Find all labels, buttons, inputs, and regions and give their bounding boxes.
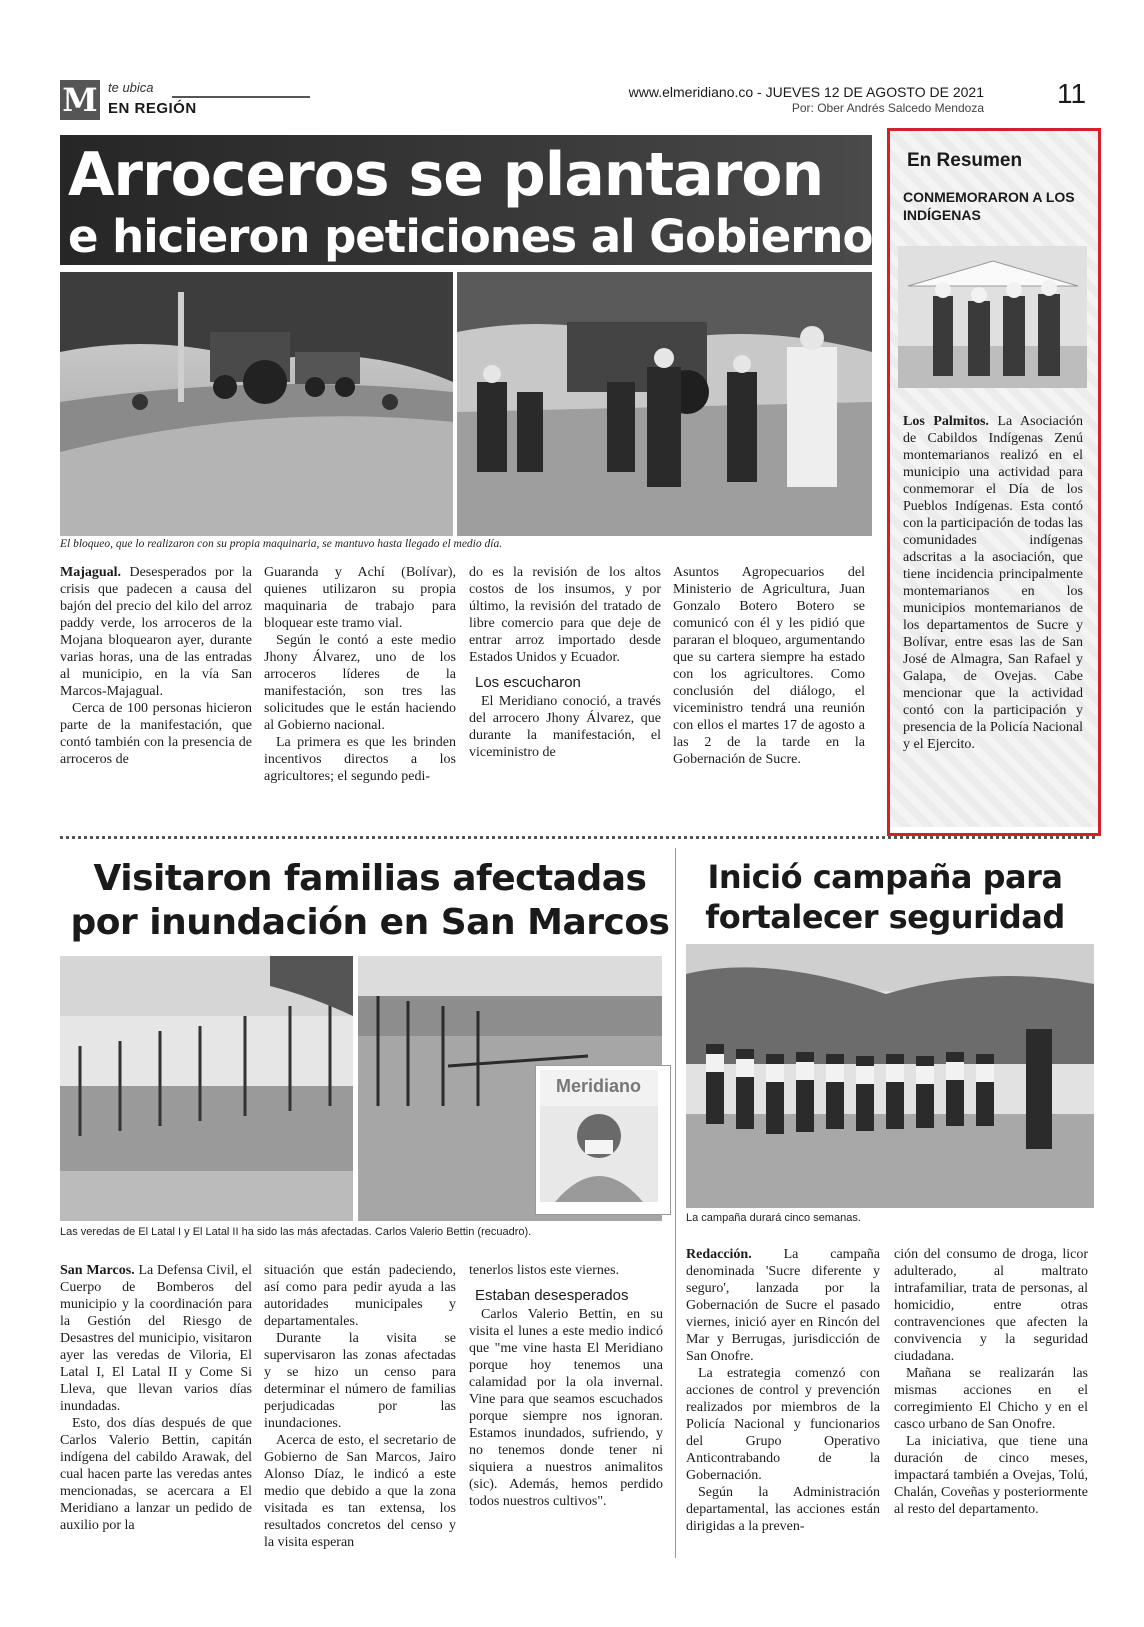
arroceros-paragraph-7: El Meridiano conoció, a través del arrocero Jhony Álvarez, que durante la manifestación, el viceministro de [469, 694, 661, 760]
arroceros-column-2 [264, 564, 456, 785]
seguridad-paragraph-5: Mañana se realizarán las mismas acciones en el corregimiento El Chicho y en el casco urbano de San Onofre. [894, 1366, 1088, 1432]
arroceros-paragraph-2: Cerca de 100 personas hicieron parte de la manifestación, que contó también con la presencia de arroceros de [60, 701, 252, 767]
headline-seguridad: Inició campaña para fortalecer seguridad [705, 858, 1065, 936]
page-number: 11 [1057, 78, 1087, 109]
seguridad-paragraph-3: Según la Administración departamental, las acciones están dirigidas a la preven- [686, 1485, 880, 1534]
seguridad-paragraph-1: La campaña denominada 'Sucre diferente y seguro', lanzada por la Gobernación de Sucre el pasado viernes, inició ayer en Rincón del Mar y Berrugas, jurisdicción de San Onofre. [686, 1247, 880, 1364]
sidebar-subtitle: CONMEMORARON A LOS INDÍGENAS [903, 189, 1075, 223]
dateline-majagual: Majagual. [60, 565, 122, 580]
column-divider [675, 848, 676, 1558]
inundacion-paragraph-3: situación que están padeciendo, así como para pedir ayuda a las autoridades municipales y departamentales. [264, 1263, 456, 1329]
arroceros-column-3 [469, 564, 661, 761]
photo-tractors-road-image [60, 272, 453, 536]
inundacion-column-3 [469, 1262, 663, 1510]
photo-tractors-road [60, 272, 453, 536]
dateline-redaccion: Redacción. [686, 1247, 752, 1262]
subhead-los-escucharon: Los escucharon [475, 674, 581, 691]
inundacion-paragraph-6: tenerlos listos este viernes. [469, 1263, 620, 1278]
photo-protesters [457, 272, 872, 536]
inset-logo-text: Meridiano [556, 1076, 642, 1096]
inundacion-paragraph-1: La Defensa Civil, el Cuerpo de Bomberos del municipio y la coordinación para la Gestión del Riesgo de Desastres del municipio, visitaron ayer las veredas de Viloria, El Latal I, El Latal II y Come Si Lleva, que llevan varios días inundadas. [60, 1263, 252, 1414]
seguridad-column-2 [894, 1246, 1088, 1518]
seguridad-paragraph-2: La estrategia comenzó con acciones de control y prevención realizados por miembros de la Policía Nacional y funcionarios del Grupo Operativo Anticontrabando de la Gobernación. [686, 1366, 880, 1483]
arroceros-paragraph-4: Según le contó a este medio Jhony Álvarez, uno de los arroceros líderes de la manifestación, son tres las solicitudes que le están haciendo al Gobierno nacional. [264, 633, 456, 733]
headline-arroceros-line2: e hicieron peticiones al Gobierno [68, 210, 873, 263]
seguridad-paragraph-6: La iniciativa, que tiene una duración de cinco meses, impactará también a Ovejas, Tolú, Chalán, Coveñas y posteriormente al resto del departamento. [894, 1434, 1088, 1517]
photo-caption-inundacion: Las veredas de El Latal I y El Latal II ha sido las más afectadas. Carlos Valerio Bettin (recuadro). [60, 1226, 532, 1238]
arroceros-paragraph-1: Desesperados por la crisis que padecen a causa del bajón del precio del kilo del arroz paddy verde, los arroceros de la Mojana bloquearon ayer, durante varias horas, una de las entradas al municipio, en la vía San Marcos-Majagual. [60, 565, 252, 699]
sidebar-title: En Resumen [907, 150, 1023, 171]
photo-caption-arroceros: El bloqueo, que lo realizaron con su propia maquinaria, se mantuvo hasta llegado el medio día. [60, 538, 503, 550]
arroceros-column-4 [673, 564, 865, 768]
inundacion-paragraph-5: Acerca de esto, el secretario de Gobierno de San Marcos, Jairo Alonso Díaz, le indicó a este medio que debido a que la zona visitada es tan extensa, los resultados concretos del censo y la visita esperan [264, 1433, 456, 1550]
seguridad-paragraph-4: ción del consumo de droga, licor adulterado, al maltrato intrafamiliar, trata de personas, al homicidio, entre otras contravenciones que afecten la convivencia y la seguridad ciudadana. [894, 1247, 1088, 1364]
photo-flooded-fence-image [60, 956, 353, 1221]
sidebar-text-block [903, 413, 1083, 753]
dateline-los-palmitos: Los Palmitos. [903, 414, 989, 429]
inundacion-paragraph-7: Carlos Valerio Bettin, en su visita el lunes a este medio indicó que "me vine hasta El Meridiano porque hoy tenemos una calamidad por la ola invernal. Vine para que seamos escuchados porque siempre nos ignoran. Estamos inundados, sufriendo, y no tenemos donde tener ni siquiera a nuestros animalitos (sic). Además, hemos perdido todos nuestros cultivos". [469, 1307, 663, 1509]
arroceros-paragraph-3: Guaranda y Achí (Bolívar), quienes utilizaron su propia maquinaria de trabajo para bloquear este tramo vial. [264, 565, 456, 631]
header-rule [172, 96, 310, 98]
photo-police-formation [686, 944, 1094, 1208]
headline-arroceros-line1: Arroceros se plantaron [68, 140, 824, 210]
arroceros-paragraph-5: La primera es que les brinden incentivos directos a los agricultores; el segundo pedi- [264, 735, 456, 784]
photo-protesters-image [457, 272, 872, 536]
dateline-san-marcos: San Marcos. [60, 1263, 135, 1278]
section-subtitle: te ubica [108, 80, 154, 95]
dateline[interactable]: www.elmeridiano.co - JUEVES 12 DE AGOSTO DE 2021 [628, 84, 984, 100]
section-title: EN REGIÓN [108, 100, 197, 117]
inset-portrait [536, 1066, 670, 1214]
section-divider [60, 836, 1095, 843]
seguridad-column-1 [686, 1246, 880, 1535]
inundacion-paragraph-2: Esto, dos días después de que Carlos Valerio Bettin, capitán indígena del cabildo Arawak, del cual hacen parte las veredas antes mencionadas, se acercara a El Meridiano a lanzar un pedido de auxilio por la [60, 1416, 252, 1533]
byline: Por: Ober Andrés Salcedo Mendoza [791, 101, 984, 115]
inundacion-column-2 [264, 1262, 456, 1551]
newspaper-logo: M [60, 80, 100, 120]
headline-inundacion: Visitaron familias afectadas por inundación en San Marcos [70, 858, 670, 943]
inundacion-column-1 [60, 1262, 252, 1534]
photo-indigenous-event [898, 246, 1087, 388]
photo-indigenous-event-image [898, 246, 1087, 388]
photo-police-formation-image [686, 944, 1094, 1208]
inundacion-paragraph-4: Durante la visita se supervisaron las zonas afectadas y se hizo un censo para determinar el número de familias perjudicadas por las inundaciones. [264, 1331, 456, 1431]
arroceros-paragraph-8: Asuntos Agropecuarios del Ministerio de Agricultura, Juan Gonzalo Botero Botero se comunicó con él y les pidió que pararan el bloqueo, argumentando que su cartera siempre ha estado con los agricultores. Como conclusión del diálogo, el viceministro tendrá una reunión con ellos el martes 17 de agosto a las 2 de la tarde en la Gobernación de Sucre. [673, 565, 865, 767]
photo-caption-seguridad: La campaña durará cinco semanas. [686, 1212, 861, 1224]
sidebar-paragraph: La Asociación de Cabildos Indígenas Zenú montemarianos realizó en el municipio una actividad para conmemorar el Día de los Pueblos Indígenas. Esta contó con la participación de todas las comunidades indígenas adscritas a la asociación, que tiene incidencia principalmente montemarianos en los municipios montemarianos de los departamentos de Sucre y Bolívar, entre esas las de San José de Almagra, San Rafael y Galapa, de Ovejas. Cabe mencionar que la actividad contó con la participación y presencia de la Policía Nacional y el Ejercito. [903, 414, 1083, 752]
subhead-estaban-desesperados: Estaban desesperados [475, 1287, 629, 1304]
photo-flooded-fence [60, 956, 353, 1221]
arroceros-paragraph-6: do es la revisión de los altos costos de los insumos, y por último, la revisión del tratado de libre comercio para que deje de entrar arroz importado desde Estados Unidos y Ecuador. [469, 565, 661, 665]
arroceros-column-1 [60, 564, 252, 768]
